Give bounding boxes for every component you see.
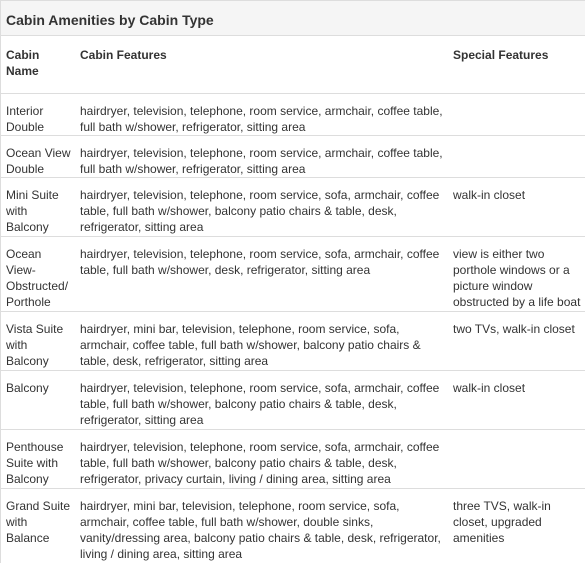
cabin-name-cell: Vista Suite with Balcony <box>1 311 75 370</box>
cabin-features-cell: hairdryer, television, telephone, room service, sofa, armchair, coffee table, full bath w/shower, balcony patio chairs & table, desk, refrigerator, sitting area <box>75 177 448 236</box>
special-features-cell: view is either two porthole windows or a picture window obstructed by a life boat <box>448 236 585 311</box>
table-row <box>1 370 585 429</box>
cabin-name-cell: Balcony <box>1 370 75 429</box>
cabin-features-cell: hairdryer, television, telephone, room service, sofa, armchair, coffee table, full bath w/shower, balcony patio chairs & table, desk, refrigerator, privacy curtain, living / dining area, sitting area <box>75 429 448 488</box>
table-row <box>1 488 585 563</box>
special-features-cell <box>448 135 585 177</box>
special-features-cell: three TVS, walk-in closet, upgraded amenities <box>448 488 585 563</box>
header-row <box>1 36 585 93</box>
table-row <box>1 311 585 370</box>
cabin-name-cell: Penthouse Suite with Balcony <box>1 429 75 488</box>
special-features-cell: walk-in closet <box>448 177 585 236</box>
special-features-cell: walk-in closet <box>448 370 585 429</box>
special-features-cell <box>448 93 585 135</box>
table-row <box>1 429 585 488</box>
cabin-name-cell: Interior Double <box>1 93 75 135</box>
cabin-amenities-table <box>1 36 585 563</box>
cabin-features-cell: hairdryer, mini bar, television, telephone, room service, sofa, armchair, coffee table, full bath w/shower, double sinks, vanity/dressing area, balcony patio chairs & table, desk, refrigerator, living / dining area, sitting area <box>75 488 448 563</box>
table-row <box>1 135 585 177</box>
cabin-features-cell: hairdryer, television, telephone, room service, armchair, coffee table, full bath w/shower, refrigerator, sitting area <box>75 135 448 177</box>
column-header-cabin-name: Cabin Name <box>6 48 40 78</box>
table-row <box>1 177 585 236</box>
table-caption: Cabin Amenities by Cabin Type <box>1 0 585 36</box>
cabin-features-cell: hairdryer, mini bar, television, telephone, room service, sofa, armchair, coffee table, full bath w/shower, balcony patio chairs & table, desk, refrigerator, sitting area <box>75 311 448 370</box>
column-header-special-features: Special Features <box>453 48 549 62</box>
column-header-cabin-features: Cabin Features <box>80 48 167 62</box>
cabin-name-cell: Grand Suite with Balance <box>1 488 75 563</box>
cabin-features-cell: hairdryer, television, telephone, room service, armchair, coffee table, full bath w/shower, refrigerator, sitting area <box>75 93 448 135</box>
cabin-name-cell: Ocean View-Obstructed/ Porthole <box>1 236 75 311</box>
special-features-cell <box>448 429 585 488</box>
cabin-name-cell: Mini Suite with Balcony <box>1 177 75 236</box>
table-row <box>1 93 585 135</box>
cabin-name-cell: Ocean View Double <box>1 135 75 177</box>
cabin-features-cell: hairdryer, television, telephone, room service, sofa, armchair, coffee table, full bath w/shower, desk, refrigerator, sitting area <box>75 236 448 311</box>
cabin-features-cell: hairdryer, television, telephone, room service, sofa, armchair, coffee table, full bath w/shower, balcony patio chairs & table, desk, refrigerator, sitting area <box>75 370 448 429</box>
special-features-cell: two TVs, walk-in closet <box>448 311 585 370</box>
table-row <box>1 236 585 311</box>
